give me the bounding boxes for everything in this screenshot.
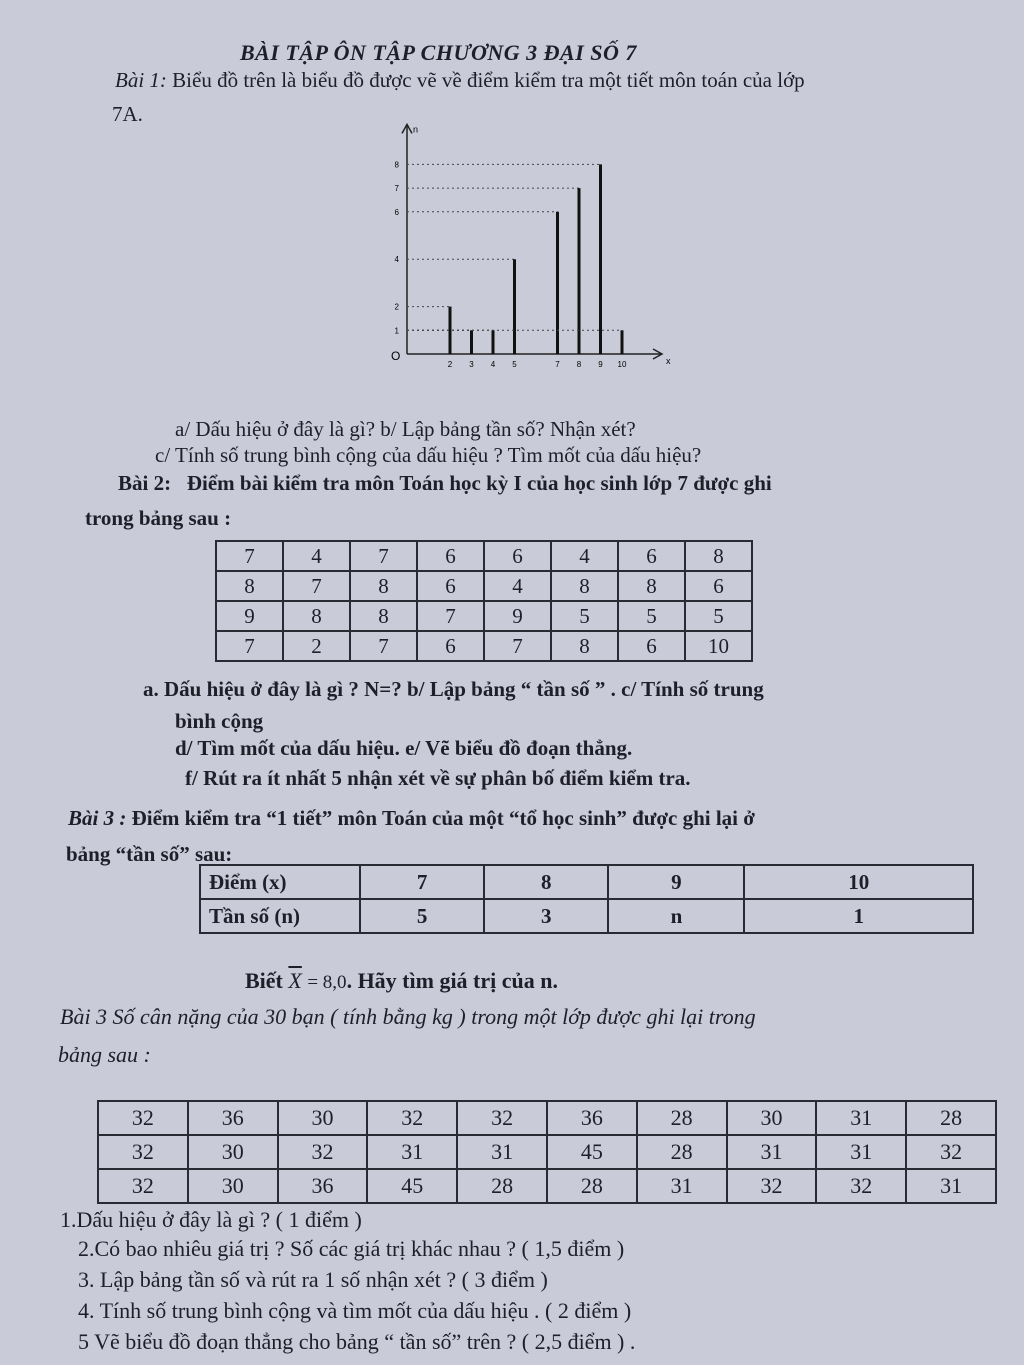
bai3-frequency-table (199, 864, 974, 934)
biet-label: Biết (245, 968, 283, 993)
table-cell: 7 (283, 571, 350, 601)
x-tick-label: 7 (555, 360, 560, 369)
table-cell: 8 (216, 571, 283, 601)
table-cell: 32 (278, 1135, 368, 1169)
bar-chart (385, 124, 745, 382)
table-cell: 36 (188, 1101, 278, 1135)
table-cell: 30 (188, 1169, 278, 1203)
table-cell: 6 (417, 571, 484, 601)
bai3b-question-5: 5 Vẽ biểu đồ đoạn thẳng cho bảng “ tần số” trên ? ( 2,5 điểm ) . (78, 1329, 636, 1354)
y-tick-label: 6 (394, 207, 399, 217)
table-row (98, 1169, 996, 1203)
x-tick-label: 4 (490, 360, 496, 369)
table-cell: 8 (618, 571, 685, 601)
y-tick-label: 1 (394, 326, 399, 336)
table-cell: 30 (727, 1101, 817, 1135)
table-cell: 45 (547, 1135, 637, 1169)
table-cell: 7 (350, 541, 417, 571)
table-cell: 31 (816, 1135, 906, 1169)
table-cell: 10 (685, 631, 752, 661)
page-title: BÀI TẬP ÔN TẬP CHƯƠNG 3 ĐẠI SỐ 7 (240, 40, 637, 65)
y-tick-label: 7 (394, 184, 399, 194)
table-cell: 7 (350, 631, 417, 661)
table-cell: 8 (350, 571, 417, 601)
table-row (216, 601, 752, 631)
table-cell: 28 (457, 1169, 547, 1203)
table-cell: 5 (360, 899, 484, 933)
bai3-mean-statement (245, 968, 558, 994)
table-cell: 36 (547, 1101, 637, 1135)
table-cell: 30 (278, 1101, 368, 1135)
table-cell: 7 (216, 541, 283, 571)
table-cell: 5 (551, 601, 618, 631)
bai3-text-cont: bảng “tần số” sau: (66, 842, 233, 866)
table-cell: 8 (484, 865, 608, 899)
bai3b-question-3: 3. Lập bảng tần số và rút ra 1 số nhận xét ? ( 3 điểm ) (78, 1267, 548, 1292)
bai3-text: Điểm kiểm tra “1 tiết” môn Toán của một “tổ học sinh” được ghi lại ở (131, 806, 755, 830)
table-cell: 8 (350, 601, 417, 631)
y-axis-label: n (413, 124, 419, 135)
table-cell: 8 (551, 631, 618, 661)
x-tick-label: 9 (598, 360, 603, 369)
x-tick-label: 2 (447, 360, 453, 369)
bai3-label: Bài 3 : (68, 806, 127, 830)
bai2-score-table (215, 540, 753, 662)
y-tick-label: 2 (394, 302, 399, 312)
table-cell: 9 (608, 865, 744, 899)
table-cell: 5 (685, 601, 752, 631)
table-cell: 31 (367, 1135, 457, 1169)
table-cell: 32 (727, 1169, 817, 1203)
bai2-text: Điểm bài kiểm tra môn Toán học kỳ I của học sinh lớp 7 được ghi (186, 471, 772, 495)
bai1-question-ab: a/ Dấu hiệu ở đây là gì? b/ Lập bảng tần số? Nhận xét? (175, 417, 636, 441)
bai2-question-d: d/ Tìm mốt của dấu hiệu. e/ Vẽ biểu đồ đoạn thẳng. (175, 736, 633, 760)
table-cell: 9 (216, 601, 283, 631)
bai1-question-c: c/ Tính số trung bình cộng của dấu hiệu ? Tìm mốt của dấu hiệu? (155, 443, 702, 467)
table-cell: 4 (484, 571, 551, 601)
bai1-label: Bài 1: (115, 68, 167, 92)
table-cell: Tần số (n) (200, 899, 360, 933)
table-cell: n (608, 899, 744, 933)
table-row (216, 631, 752, 661)
table-cell: 4 (551, 541, 618, 571)
bai3b-weight-table (97, 1100, 997, 1204)
table-cell: 6 (618, 631, 685, 661)
table-cell: 3 (484, 899, 608, 933)
table-cell: 31 (816, 1101, 906, 1135)
table-cell: 4 (283, 541, 350, 571)
table-row (216, 571, 752, 601)
table-row (98, 1135, 996, 1169)
table-cell: 5 (618, 601, 685, 631)
mean-value: = 8,0 (307, 972, 347, 993)
bai2-question-f: f/ Rút ra ít nhất 5 nhận xét về sự phân bố điểm kiểm tra. (185, 766, 691, 790)
x-tick-label: 5 (512, 360, 517, 369)
table-cell: 7 (360, 865, 484, 899)
find-text: . Hãy tìm giá trị của n. (346, 968, 558, 993)
table-row (216, 541, 752, 571)
table-cell: 28 (547, 1169, 637, 1203)
table-row (200, 865, 973, 899)
table-cell: 32 (98, 1135, 188, 1169)
bai2-text-cont: trong bảng sau : (85, 506, 232, 530)
table-cell: 7 (417, 601, 484, 631)
table-cell: 8 (283, 601, 350, 631)
table-cell: 6 (484, 541, 551, 571)
table-cell: 28 (637, 1101, 727, 1135)
y-tick-label: 8 (394, 160, 399, 170)
table-cell: 32 (98, 1169, 188, 1203)
table-cell: 28 (637, 1135, 727, 1169)
table-cell: 7 (484, 631, 551, 661)
bai1-intro (115, 68, 805, 93)
table-row (98, 1101, 996, 1135)
bai2-intro (118, 471, 772, 496)
bai1-text-cont: 7A. (112, 102, 143, 126)
table-row (200, 899, 973, 933)
x-tick-label: 3 (469, 360, 474, 369)
table-cell: 36 (278, 1169, 368, 1203)
table-cell: 10 (744, 865, 973, 899)
table-cell: 32 (816, 1169, 906, 1203)
bai2-label: Bài 2: (118, 471, 172, 495)
table-cell: 6 (685, 571, 752, 601)
table-cell: 6 (618, 541, 685, 571)
table-cell: 32 (367, 1101, 457, 1135)
x-tick-label: 10 (617, 360, 627, 369)
table-cell: 31 (637, 1169, 727, 1203)
table-cell: 32 (98, 1101, 188, 1135)
table-cell: 31 (727, 1135, 817, 1169)
table-cell: 9 (484, 601, 551, 631)
table-cell: 7 (216, 631, 283, 661)
origin-label: O (391, 349, 401, 363)
bai3b-intro-cont: bảng sau : (58, 1042, 151, 1067)
x-tick-label: 8 (576, 360, 582, 369)
table-cell: 32 (906, 1135, 996, 1169)
table-cell: 31 (457, 1135, 547, 1169)
table-cell: 1 (744, 899, 973, 933)
mean-symbol: $\overline{X}$ (288, 968, 302, 993)
bai3b-intro: Bài 3 Số cân nặng của 30 bạn ( tính bằng kg ) trong một lớp được ghi lại trong (60, 1004, 756, 1029)
table-cell: 6 (417, 541, 484, 571)
bai3b-question-2: 2.Có bao nhiêu giá trị ? Số các giá trị khác nhau ? ( 1,5 điểm ) (78, 1236, 625, 1261)
table-cell: 31 (906, 1169, 996, 1203)
table-cell: Điểm (x) (200, 865, 360, 899)
x-axis-label: x (666, 356, 671, 366)
table-cell: 45 (367, 1169, 457, 1203)
table-cell: 32 (457, 1101, 547, 1135)
table-cell: 2 (283, 631, 350, 661)
table-cell: 28 (906, 1101, 996, 1135)
bai2-question-a-cont: bình cộng (175, 709, 264, 733)
y-tick-label: 4 (394, 255, 399, 265)
table-cell: 8 (685, 541, 752, 571)
bai3b-question-1: 1.Dấu hiệu ở đây là gì ? ( 1 điểm ) (60, 1207, 362, 1232)
table-cell: 8 (551, 571, 618, 601)
bai1-text: Biểu đồ trên là biểu đồ được vẽ về điểm kiểm tra một tiết môn toán của lớp (172, 68, 805, 92)
bai3b-question-4: 4. Tính số trung bình cộng và tìm mốt của dấu hiệu . ( 2 điểm ) (78, 1298, 632, 1323)
table-cell: 6 (417, 631, 484, 661)
table-cell: 30 (188, 1135, 278, 1169)
bai2-question-a: a. Dấu hiệu ở đây là gì ? N=? b/ Lập bảng “ tần số ” . c/ Tính số trung (143, 677, 764, 701)
bai3-intro (68, 806, 755, 831)
